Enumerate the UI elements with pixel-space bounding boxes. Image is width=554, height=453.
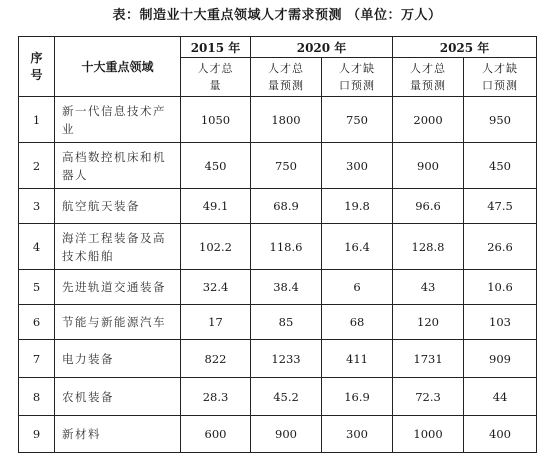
row-total-2020: 38.4 — [251, 270, 322, 305]
row-total-2015: 102.2 — [181, 224, 251, 270]
row-index: 8 — [19, 378, 55, 416]
gap-forecast-2025-header — [464, 58, 537, 97]
row-total-2020: 118.6 — [251, 224, 322, 270]
row-gap-2020: 68 — [322, 305, 393, 340]
row-total-2015: 17 — [181, 305, 251, 340]
row-gap-2020: 19.8 — [322, 189, 393, 224]
row-gap-2025: 26.6 — [464, 224, 537, 270]
table-row — [19, 416, 537, 453]
row-total-2025: 43 — [393, 270, 464, 305]
row-total-2015: 450 — [181, 143, 251, 189]
row-total-2020: 1233 — [251, 340, 322, 378]
row-field: 新材料 — [55, 416, 181, 453]
row-total-2020: 750 — [251, 143, 322, 189]
row-total-2020: 85 — [251, 305, 322, 340]
row-total-2025: 2000 — [393, 97, 464, 143]
row-gap-2020: 300 — [322, 143, 393, 189]
row-index: 2 — [19, 143, 55, 189]
row-index: 9 — [19, 416, 55, 453]
row-gap-2025: 450 — [464, 143, 537, 189]
row-total-2015: 28.3 — [181, 378, 251, 416]
row-gap-2025: 10.6 — [464, 270, 537, 305]
row-total-2015: 32.4 — [181, 270, 251, 305]
total-forecast-2020-header — [251, 58, 322, 97]
field-header: 十大重点领域 — [55, 37, 181, 97]
talent-demand-table — [18, 36, 537, 453]
table-row — [19, 97, 537, 143]
row-index: 7 — [19, 340, 55, 378]
row-gap-2025: 950 — [464, 97, 537, 143]
row-total-2015: 49.1 — [181, 189, 251, 224]
table-row — [19, 340, 537, 378]
year-2025-header: 2025 年 — [393, 37, 537, 58]
index-header-text: 序号 — [30, 50, 43, 82]
row-gap-2025: 909 — [464, 340, 537, 378]
total-forecast-2020-header-text: 人才总量预测 — [268, 62, 304, 92]
row-total-2025: 128.8 — [393, 224, 464, 270]
row-total-2025: 96.6 — [393, 189, 464, 224]
row-total-2025: 72.3 — [393, 378, 464, 416]
row-index: 5 — [19, 270, 55, 305]
table-row — [19, 224, 537, 270]
row-gap-2020: 16.9 — [322, 378, 393, 416]
gap-forecast-2020-header — [322, 58, 393, 97]
table-row — [19, 143, 537, 189]
row-field: 海洋工程装备及高技术船舶 — [55, 224, 181, 270]
table-row — [19, 305, 537, 340]
index-header — [19, 37, 55, 97]
row-total-2025: 1000 — [393, 416, 464, 453]
row-total-2020: 1800 — [251, 97, 322, 143]
total-2015-header-text: 人才总量 — [197, 62, 234, 92]
header-row-years — [19, 37, 537, 58]
row-index: 3 — [19, 189, 55, 224]
row-index: 4 — [19, 224, 55, 270]
row-total-2025: 1731 — [393, 340, 464, 378]
row-gap-2020: 411 — [322, 340, 393, 378]
row-field: 节能与新能源汽车 — [55, 305, 181, 340]
row-index: 1 — [19, 97, 55, 143]
row-total-2020: 900 — [251, 416, 322, 453]
row-field: 高档数控机床和机器人 — [55, 143, 181, 189]
table-row — [19, 270, 537, 305]
row-total-2020: 68.9 — [251, 189, 322, 224]
row-gap-2025: 103 — [464, 305, 537, 340]
row-total-2025: 120 — [393, 305, 464, 340]
row-gap-2025: 47.5 — [464, 189, 537, 224]
row-field: 航空航天装备 — [55, 189, 181, 224]
row-field: 电力装备 — [55, 340, 181, 378]
total-forecast-2025-header — [393, 58, 464, 97]
row-total-2015: 822 — [181, 340, 251, 378]
row-total-2025: 900 — [393, 143, 464, 189]
row-index: 6 — [19, 305, 55, 340]
row-gap-2025: 44 — [464, 378, 537, 416]
row-field: 农机装备 — [55, 378, 181, 416]
row-total-2020: 45.2 — [251, 378, 322, 416]
year-2020-header: 2020 年 — [251, 37, 393, 58]
row-gap-2020: 16.4 — [322, 224, 393, 270]
total-2015-header — [181, 58, 251, 97]
row-gap-2020: 750 — [322, 97, 393, 143]
year-2015-header: 2015 年 — [181, 37, 251, 58]
row-gap-2025: 400 — [464, 416, 537, 453]
row-gap-2020: 6 — [322, 270, 393, 305]
gap-forecast-2020-header-text: 人才缺口预测 — [339, 62, 375, 92]
table-row — [19, 378, 537, 416]
row-total-2015: 600 — [181, 416, 251, 453]
row-total-2015: 1050 — [181, 97, 251, 143]
row-field: 新一代信息技术产业 — [55, 97, 181, 143]
row-field: 先进轨道交通装备 — [55, 270, 181, 305]
total-forecast-2025-header-text: 人才总量预测 — [410, 62, 447, 92]
table-title: 表：制造业十大重点领域人才需求预测 （单位：万人） — [112, 8, 442, 23]
table-row — [19, 189, 537, 224]
gap-forecast-2025-header-text: 人才缺口预测 — [482, 62, 519, 92]
row-gap-2020: 300 — [322, 416, 393, 453]
